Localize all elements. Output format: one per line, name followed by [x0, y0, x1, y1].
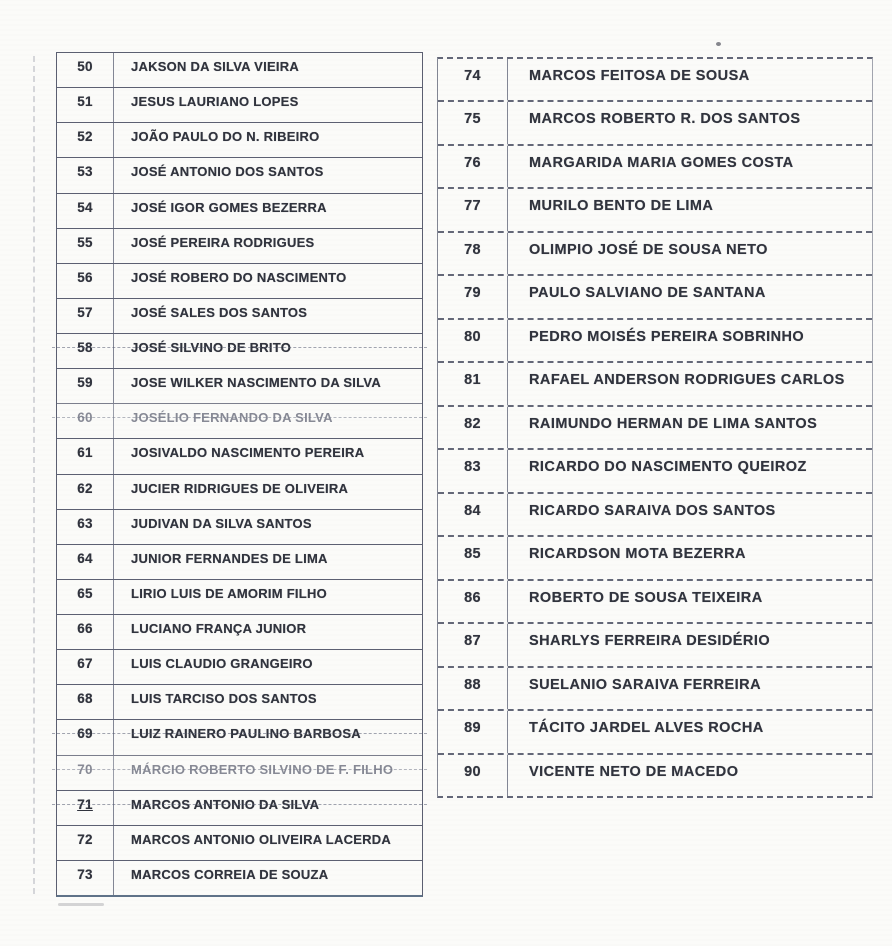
- table-row: [57, 790, 422, 825]
- row-number: 71: [57, 791, 114, 825]
- table-row: [57, 193, 422, 228]
- row-name: SHARLYS FERREIRA DESIDÉRIO: [529, 633, 771, 650]
- table-row: [57, 614, 422, 649]
- table-row: [57, 579, 422, 614]
- row-name: ROBERTO DE SOUSA TEIXEIRA: [529, 589, 763, 606]
- row-number: 63: [57, 510, 114, 544]
- row-name: PEDRO MOISÉS PEREIRA SOBRINHO: [529, 328, 805, 345]
- row-name: TÁCITO JARDEL ALVES ROCHA: [529, 720, 764, 737]
- row-name: MARCOS ANTONIO OLIVEIRA LACERDA: [131, 831, 392, 847]
- row-name: MARCOS FEITOSA DE SOUSA: [529, 68, 750, 84]
- table-row: [438, 100, 872, 143]
- row-name: MARCOS ROBERTO R. DOS SANTOS: [529, 111, 801, 128]
- row-name: RICARDSON MOTA BEZERRA: [529, 546, 746, 563]
- table-row: [57, 719, 422, 754]
- table-row: [438, 622, 872, 665]
- row-number: 79: [438, 276, 508, 317]
- row-name: OLIMPIO JOSÉ DE SOUSA NETO: [529, 241, 768, 258]
- table-row: [438, 187, 872, 230]
- row-number: 70: [57, 756, 114, 790]
- row-number: 50: [57, 53, 114, 87]
- row-number: 51: [57, 88, 114, 122]
- row-number: 67: [57, 650, 114, 684]
- row-name: LUIS CLAUDIO GRANGEIRO: [131, 656, 313, 672]
- scan-speck-artifact: [716, 42, 721, 46]
- row-name: JUNIOR FERNANDES DE LIMA: [131, 550, 328, 566]
- row-name: JOSÉ ROBERO DO NASCIMENTO: [131, 269, 347, 285]
- row-name: JOSÉ ANTONIO DOS SANTOS: [131, 164, 324, 180]
- row-number: 69: [57, 720, 114, 754]
- table-row: [57, 860, 422, 895]
- row-name: RAFAEL ANDERSON RODRIGUES CARLOS: [529, 372, 845, 389]
- table-row: [57, 649, 422, 684]
- row-number: 84: [438, 494, 508, 535]
- row-name: MURILO BENTO DE LIMA: [529, 198, 714, 215]
- table-row: [57, 53, 422, 87]
- row-number: 54: [57, 194, 114, 228]
- table-row: [57, 263, 422, 298]
- row-number: 66: [57, 615, 114, 649]
- row-number: 81: [438, 363, 508, 404]
- table-row: [438, 709, 872, 752]
- row-number: 85: [438, 537, 508, 578]
- table-row: [438, 361, 872, 404]
- row-number: 80: [438, 320, 508, 361]
- row-number: 56: [57, 264, 114, 298]
- row-number: 78: [438, 233, 508, 274]
- row-name: MARCOS CORREIA DE SOUZA: [131, 866, 329, 882]
- table-row: [57, 684, 422, 719]
- row-name: MÁRCIO ROBERTO SILVINO DE F. FILHO: [131, 761, 394, 777]
- row-name: JOSÉ PEREIRA RODRIGUES: [131, 234, 315, 250]
- row-name: LUIZ RAINERO PAULINO BARBOSA: [131, 726, 361, 742]
- row-name: JOSÉ SALES DOS SANTOS: [131, 304, 308, 320]
- table-row: [57, 509, 422, 544]
- scan-edge-artifact: [33, 56, 35, 894]
- table-row: [57, 474, 422, 509]
- row-number: 87: [438, 624, 508, 665]
- row-number: 88: [438, 668, 508, 709]
- table-row: [57, 438, 422, 473]
- row-number: 61: [57, 439, 114, 473]
- row-number: 89: [438, 711, 508, 752]
- row-name: RICARDO DO NASCIMENTO QUEIROZ: [529, 459, 807, 476]
- row-number: 74: [438, 59, 508, 100]
- name-list-table-right: [437, 57, 873, 798]
- row-name: JESUS LAURIANO LOPES: [131, 94, 299, 110]
- table-row: [57, 228, 422, 263]
- row-name: JUCIER RIDRIGUES DE OLIVEIRA: [131, 480, 349, 496]
- row-number: 73: [57, 861, 114, 895]
- row-number: 62: [57, 475, 114, 509]
- table-row: [57, 825, 422, 860]
- row-name: VICENTE NETO DE MACEDO: [529, 763, 739, 780]
- row-name: RAIMUNDO HERMAN DE LIMA SANTOS: [529, 415, 818, 432]
- row-number: 59: [57, 369, 114, 403]
- row-number: 65: [57, 580, 114, 614]
- row-number: 76: [438, 146, 508, 187]
- table-row: [438, 666, 872, 709]
- row-number: 52: [57, 123, 114, 157]
- row-name: JOÃO PAULO DO N. RIBEIRO: [131, 129, 320, 145]
- row-name: JOSE WILKER NASCIMENTO DA SILVA: [131, 375, 381, 391]
- table-row: [438, 59, 872, 100]
- table-row: [438, 492, 872, 535]
- row-number: 58: [57, 334, 114, 368]
- row-name: SUELANIO SARAIVA FERREIRA: [529, 676, 761, 693]
- row-name: RICARDO SARAIVA DOS SANTOS: [529, 502, 776, 519]
- row-name: JAKSON DA SILVA VIEIRA: [131, 59, 300, 74]
- table-row: [438, 231, 872, 274]
- row-name: LUIS TARCISO DOS SANTOS: [131, 691, 317, 707]
- table-row: [438, 448, 872, 491]
- row-name: MARCOS ANTONIO DA SILVA: [131, 796, 320, 812]
- row-number: 72: [57, 826, 114, 860]
- row-name: JOSÉ IGOR GOMES BEZERRA: [131, 199, 327, 215]
- row-name: JUDIVAN DA SILVA SANTOS: [131, 515, 312, 531]
- row-number: 82: [438, 407, 508, 448]
- row-number: 90: [438, 755, 508, 796]
- table-row: [438, 535, 872, 578]
- table-row: [57, 298, 422, 333]
- table-row: [57, 368, 422, 403]
- row-number: 55: [57, 229, 114, 263]
- row-name: JOSÉLIO FERNANDO DA SILVA: [131, 410, 333, 426]
- table-row: [57, 87, 422, 122]
- row-number: 57: [57, 299, 114, 333]
- table-row: [57, 403, 422, 438]
- table-row: [438, 405, 872, 448]
- row-number: 64: [57, 545, 114, 579]
- row-number: 53: [57, 158, 114, 192]
- row-name: LUCIANO FRANÇA JUNIOR: [131, 621, 307, 636]
- table-row: [438, 753, 872, 796]
- scan-smudge-artifact: [58, 903, 104, 906]
- row-name: PAULO SALVIANO DE SANTANA: [529, 285, 766, 302]
- table-row: [438, 144, 872, 187]
- row-number: 60: [57, 404, 114, 438]
- row-number: 75: [438, 102, 508, 143]
- row-name: LIRIO LUIS DE AMORIM FILHO: [131, 585, 327, 601]
- table-row: [57, 157, 422, 192]
- row-number: 83: [438, 450, 508, 491]
- row-name: JOSIVALDO NASCIMENTO PEREIRA: [131, 445, 365, 461]
- row-number: 68: [57, 685, 114, 719]
- row-number: 77: [438, 189, 508, 230]
- table-row: [438, 318, 872, 361]
- table-row: [57, 544, 422, 579]
- table-row: [57, 122, 422, 157]
- table-row: [438, 579, 872, 622]
- row-name: MARGARIDA MARIA GOMES COSTA: [529, 154, 794, 171]
- table-row: [57, 755, 422, 790]
- table-row: [57, 333, 422, 368]
- name-list-table-left: [56, 52, 423, 897]
- row-number: 86: [438, 581, 508, 622]
- table-row: [438, 274, 872, 317]
- row-name: JOSÉ SILVINO DE BRITO: [131, 340, 292, 355]
